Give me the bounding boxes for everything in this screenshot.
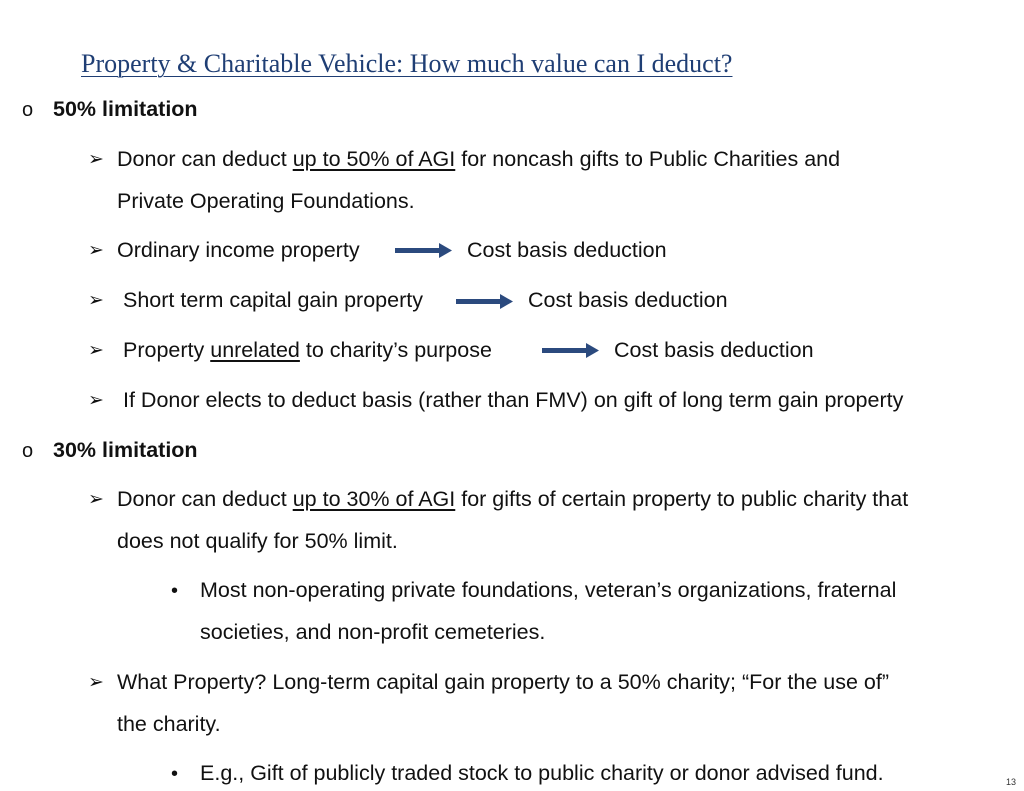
text-segment: Property — [123, 338, 211, 362]
section-heading-30: 30% limitation — [53, 438, 198, 462]
text-segment: for gifts of certain property to public charity that — [455, 487, 909, 511]
text-segment: Donor can deduct — [117, 487, 293, 511]
bullet-unrelated-property — [123, 337, 492, 363]
arrow-bullet-icon: ➢ — [88, 390, 104, 411]
bullet-elect-basis: If Donor elects to deduct basis (rather than FMV) on gift of long term gain property — [123, 388, 904, 412]
bullet-continuation: Private Operating Foundations. — [117, 189, 415, 213]
underlined-text: unrelated — [210, 338, 300, 362]
dot-bullet-icon: • — [171, 580, 179, 602]
underlined-text: up to 50% of AGI — [292, 147, 456, 171]
bullet-ordinary-income: Ordinary income property — [117, 238, 360, 262]
bullet-short-term-gain: Short term capital gain property — [123, 288, 423, 312]
bullet-continuation: the charity. — [117, 712, 221, 736]
arrow-bullet-icon: ➢ — [88, 149, 104, 170]
sub-bullet-continuation: societies, and non-profit cemeteries. — [200, 620, 546, 644]
bullet-agi-30 — [117, 486, 908, 512]
right-arrow-icon — [456, 288, 514, 314]
result-text: Cost basis deduction — [528, 288, 728, 312]
bullet-agi-50 — [117, 146, 840, 172]
sub-bullet-example: E.g., Gift of publicly traded stock to public charity or donor advised fund. — [200, 761, 884, 785]
page-title: Property & Charitable Vehicle: How much value can I deduct? — [81, 49, 733, 78]
bullet-continuation: does not qualify for 50% limit. — [117, 529, 398, 553]
section-bullet: o — [22, 440, 34, 462]
page-number: 13 — [1005, 777, 1016, 787]
arrow-bullet-icon: ➢ — [88, 290, 104, 311]
text-segment: to charity’s purpose — [299, 338, 492, 362]
text-segment: for noncash gifts to Public Charities and — [455, 147, 841, 171]
arrow-bullet-icon: ➢ — [88, 489, 104, 510]
result-text: Cost basis deduction — [614, 338, 814, 362]
right-arrow-icon — [395, 237, 453, 263]
arrow-bullet-icon: ➢ — [88, 240, 104, 261]
bullet-what-property: What Property? Long-term capital gain property to a 50% charity; “For the use of” — [117, 670, 889, 694]
underlined-text: up to 30% of AGI — [292, 487, 456, 511]
right-arrow-icon — [542, 337, 600, 363]
text-segment: Donor can deduct — [117, 147, 293, 171]
arrow-bullet-icon: ➢ — [88, 340, 104, 361]
arrow-bullet-icon: ➢ — [88, 672, 104, 693]
result-text: Cost basis deduction — [467, 238, 667, 262]
sub-bullet-foundations: Most non-operating private foundations, veteran’s organizations, fraternal — [200, 578, 897, 602]
dot-bullet-icon: • — [171, 763, 179, 785]
section-heading-50: 50% limitation — [53, 97, 198, 121]
section-bullet: o — [22, 99, 34, 121]
